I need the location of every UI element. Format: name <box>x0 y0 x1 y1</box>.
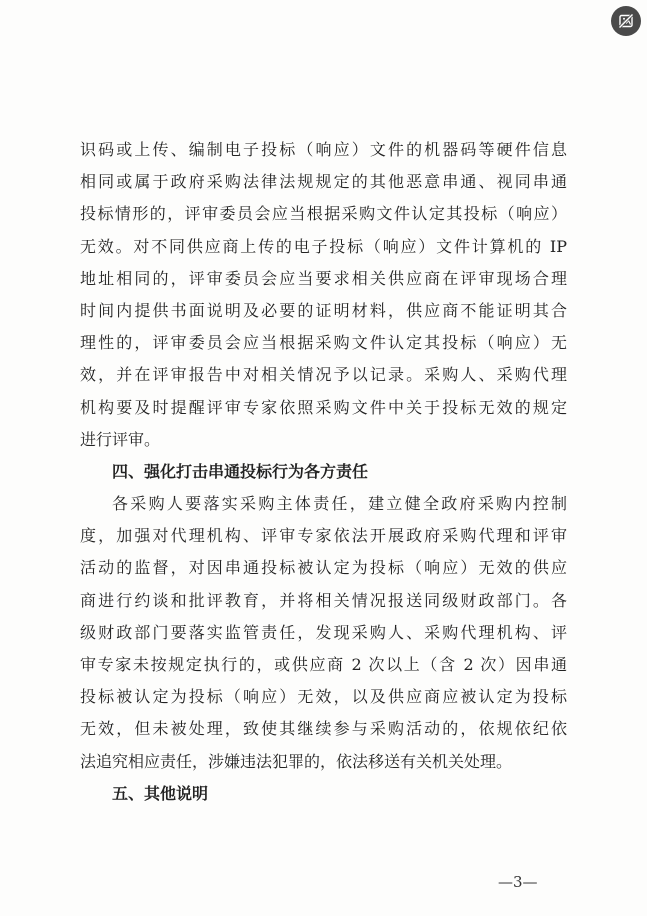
body-line: 时间内提供书面说明及必要的证明材料，供应商不能证明其合 <box>80 300 567 320</box>
body-line: 各采购人要落实采购主体责任，建立健全政府采购内控制 <box>112 494 567 514</box>
body-line: 法追究相应责任，涉嫌违法犯罪的，依法移送有关机关处理。 <box>80 751 513 771</box>
body-line: 无效。对不同供应商上传的电子投标（响应）文件计算机的 IP <box>80 236 567 256</box>
body-line: 度，加强对代理机构、评审专家依法开展政府采购代理和评审 <box>80 526 567 546</box>
document-body <box>80 134 567 810</box>
body-line: 商进行约谈和批评教育，并将相关情况报送同级财政部门。各 <box>80 590 567 610</box>
image-toggle-button[interactable] <box>611 6 641 36</box>
body-line: 进行评审。 <box>80 429 161 449</box>
body-line: 审专家未按规定执行的，或供应商 2 次以上（含 2 次）因串通 <box>80 655 567 674</box>
body-line: 级财政部门要落实监管责任，发现采购人、采购代理机构、评 <box>80 622 567 642</box>
body-line: 投标被认定为投标（响应）无效，以及供应商应被认定为投标 <box>80 687 567 707</box>
body-line: 理性的，评审委员会应当根据采购文件认定其投标（响应）无 <box>80 333 567 353</box>
body-line: 效，并在评审报告中对相关情况予以记录。采购人、采购代理 <box>80 365 567 385</box>
body-line: 相同或属于政府采购法律法规规定的其他恶意串通、视同串通 <box>80 172 567 192</box>
body-line: 投标情形的，评审委员会应当根据采购文件认定其投标（响应） <box>80 204 567 224</box>
body-line: 地址相同的，评审委员会应当要求相关供应商在评审现场合理 <box>80 268 567 288</box>
body-line: 识码或上传、编制电子投标（响应）文件的机器码等硬件信息 <box>80 140 567 159</box>
section-heading-four: 四、强化打击串通投标行为各方责任 <box>112 461 369 481</box>
image-off-icon <box>618 13 634 29</box>
body-line: 无效，但未被处理，致使其继续参与采购活动的，依规依纪依 <box>80 719 567 739</box>
body-line: 活动的监督，对因串通投标被认定为投标（响应）无效的供应 <box>80 558 567 578</box>
section-heading-five: 五、其他说明 <box>112 783 209 803</box>
page-number: —3— <box>498 873 538 891</box>
body-line: 机构要及时提醒评审专家依照采购文件中关于投标无效的规定 <box>80 397 567 417</box>
